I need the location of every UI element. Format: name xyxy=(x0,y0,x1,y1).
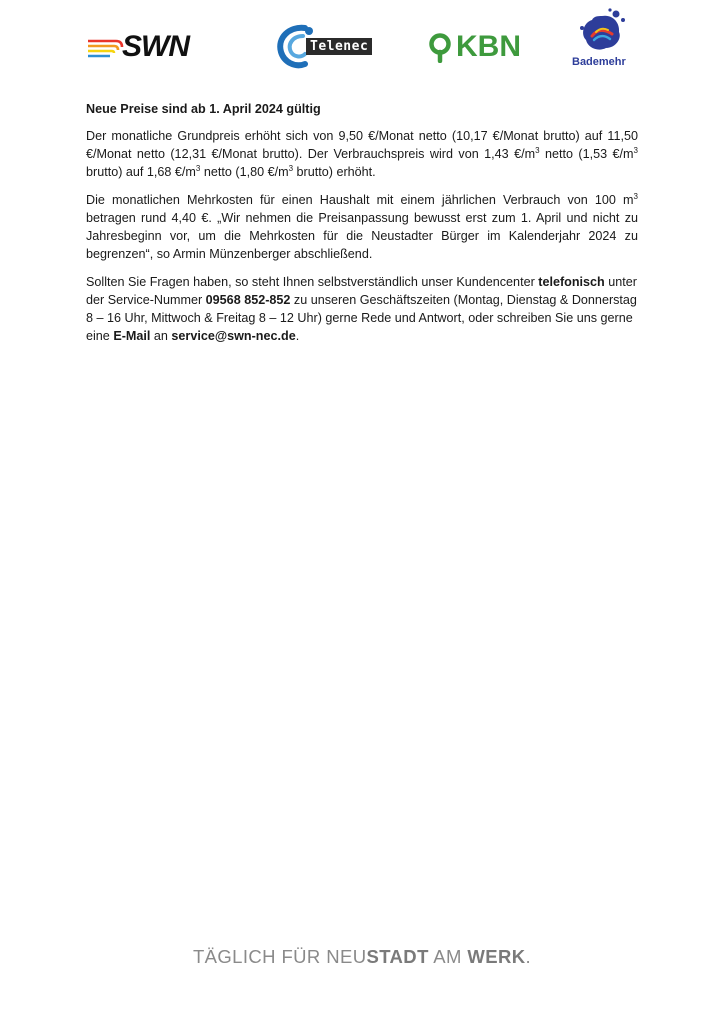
price-text-1: Der monatliche Grundpreis erhöht sich von 9,50 €/Monat netto (10,17 €/Monat brutto) auf 11,50 €/Monat netto (12,31 €/Monat brutto). Der Verbrauchspreis wird von 1,43 €/m xyxy=(86,129,638,161)
logo-header xyxy=(0,0,724,80)
telenec-logo-text: Telenec xyxy=(306,38,372,55)
slogan-part-3: AM xyxy=(428,946,468,967)
telenec-logo xyxy=(275,24,383,70)
swn-logo-text: SWN xyxy=(122,30,189,63)
price-text-2: netto (1,53 €/m xyxy=(539,147,634,161)
costs-text-1: Die monatlichen Mehrkosten für einen Haushalt mit einem jährlichen Verbrauch von 100 m xyxy=(86,193,634,207)
contact-text-5: . xyxy=(295,329,300,343)
slogan-part-4: WERK xyxy=(467,946,526,967)
kbn-logo xyxy=(428,30,528,64)
costs-text-2: betragen rund 4,40 €. „Wir nehmen die Preisanpassung bewusst erst zum 1. April und nicht zu Jahresbeginn vor, um die Mehrkosten für die Neustadter Bürger im Kalenderjahr 2024 zu begrenzen“, so Armin Münzenberger abschließend. xyxy=(86,211,638,261)
swn-logo xyxy=(86,32,208,64)
superscript: 3 xyxy=(288,164,294,173)
contact-email-label: E-Mail xyxy=(113,329,151,343)
paragraph-contact xyxy=(86,273,638,345)
slogan-part-2: STADT xyxy=(366,946,429,967)
slogan-part-5: . xyxy=(525,946,532,967)
service-phone-number: 09568 852-852 xyxy=(205,293,291,307)
bademehr-logo-text: Bademehr xyxy=(572,56,626,68)
contact-text-4: an xyxy=(150,329,172,343)
contact-phone-label: telefonisch xyxy=(538,275,605,289)
contact-text-3: zu unseren Geschäftszeiten (Montag, Dienstag & Donnerstag 8 – 16 Uhr, Mittwoch & Freitag 8 – 12 Uhr) gerne Rede und Antwort, oder schreiben Sie uns gerne eine xyxy=(86,293,637,343)
superscript: 3 xyxy=(633,192,638,201)
kbn-pin-icon xyxy=(428,33,452,63)
superscript: 3 xyxy=(195,164,201,173)
contact-text-1: Sollten Sie Fragen haben, so steht Ihnen selbstverständlich unser Kundencenter xyxy=(86,275,539,289)
swn-stripes-icon xyxy=(86,38,126,60)
superscript: 3 xyxy=(535,146,540,155)
paragraph-costs xyxy=(86,191,638,263)
footer-slogan xyxy=(0,946,724,968)
price-text-4: netto (1,80 €/m xyxy=(200,165,289,179)
bademehr-logo xyxy=(566,8,642,72)
price-text-5: brutto) erhöht. xyxy=(293,165,376,179)
price-text-3: brutto) auf 1,68 €/m xyxy=(86,165,196,179)
service-email-address: service@swn-nec.de xyxy=(171,329,296,343)
bademehr-splash-icon xyxy=(572,8,632,56)
superscript: 3 xyxy=(633,146,638,155)
paragraph-prices xyxy=(86,127,638,181)
contact-text-2: unter der Service-Nummer xyxy=(86,275,637,307)
slogan-part-1: TÄGLICH FÜR NEU xyxy=(192,946,367,967)
article-body xyxy=(86,100,638,355)
kbn-logo-text: KBN xyxy=(456,30,521,63)
article-headline: Neue Preise sind ab 1. April 2024 gültig xyxy=(86,102,321,116)
